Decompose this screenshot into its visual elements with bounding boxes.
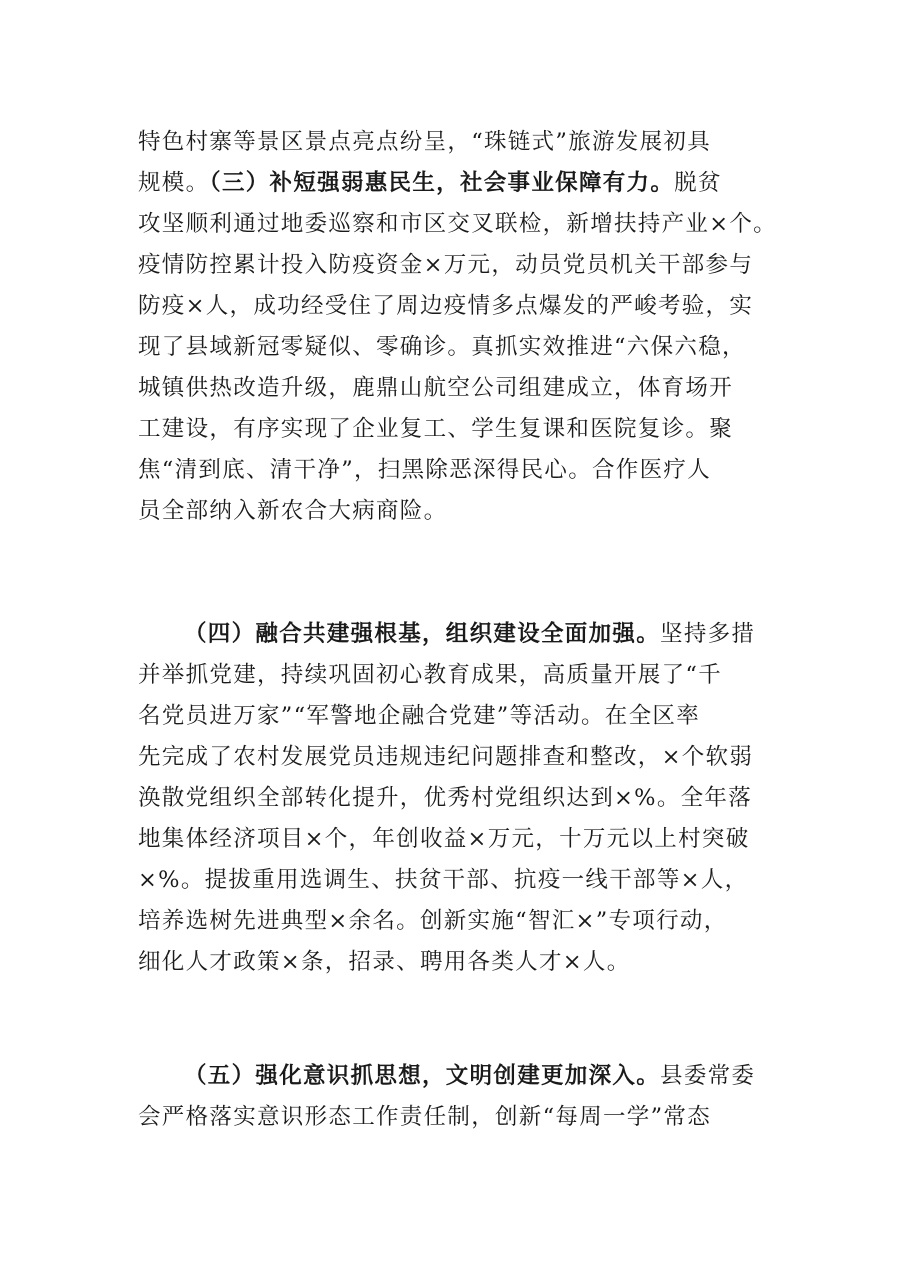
text-line: 特色村寨等景区景点亮点纷呈，“珠链式”旅游发展初具: [138, 129, 712, 155]
text-line: ×%。提拔重用选调生、扶贫干部、抗疫一线干部等×人，: [138, 867, 749, 893]
text-run: 县委常委: [660, 1063, 756, 1089]
text-line: 焦“清到底、清干净”，扫黑除恶深得民心。合作医疗人: [138, 457, 712, 483]
section-heading-3: （三）补短强弱惠民生，社会事业保障有力。: [209, 170, 675, 196]
text-line: 会严格落实意识形态工作责任制，创新“每周一学”常态: [138, 1104, 712, 1130]
text-line: 培养选树先进典型×余名。创新实施“智汇×”专项行动，: [138, 908, 728, 934]
text-line: 现了县域新冠零疑似、零确诊。真抓实效推进“六保六稳，: [138, 334, 746, 360]
section-heading-5: （五）强化意识抓思想，文明创建更加深入。: [184, 1063, 661, 1089]
text-line: 细化人才政策×条，招录、聘用各类人才×人。: [138, 949, 631, 975]
text-line: [138, 614, 778, 655]
text-line: 工建设，有序实现了企业复工、学生复课和医院复诊。聚: [138, 416, 734, 442]
text-line: 城镇供热改造升级，鹿鼎山航空公司组建成立，体育场开: [138, 375, 734, 401]
text-line: 涣散党组织全部转化提升，优秀村党组织达到×%。全年落: [138, 785, 753, 811]
section-heading-4: （四）融合共建强根基，组织建设全面加强。: [184, 621, 661, 647]
text-run: 规模。: [138, 170, 210, 196]
text-line: 先完成了农村发展党员违规违纪问题排查和整改，×个软弱: [138, 744, 754, 770]
paragraph-section-4: [138, 614, 778, 983]
text-run: 坚持多措: [660, 621, 756, 647]
text-line: 防疫×人，成功经受住了周边疫情多点爆发的严峻考验，实: [138, 293, 754, 319]
paragraph-section-3: [138, 122, 778, 532]
text-run: 脱贫: [674, 170, 722, 196]
text-line: 地集体经济项目×个，年创收益×万元，十万元以上村突破: [138, 826, 750, 852]
paragraph-section-5: [138, 1056, 778, 1138]
text-line: [138, 1056, 778, 1097]
text-line: [138, 163, 778, 204]
text-line: 并举抓党建，持续巩固初心教育成果，高质量开展了“千: [138, 662, 723, 688]
text-line: 名党员进万家”“军警地企融合党建”等活动。在全区率: [138, 703, 701, 729]
text-line: 疫情防控累计投入防疫资金×万元，动员党员机关干部参与: [138, 252, 754, 278]
text-line: 员全部纳入新农合大病商险。: [138, 498, 448, 524]
text-line: 攻坚顺利通过地委巡察和市区交叉联检，新增扶持产业×个。: [138, 211, 777, 237]
